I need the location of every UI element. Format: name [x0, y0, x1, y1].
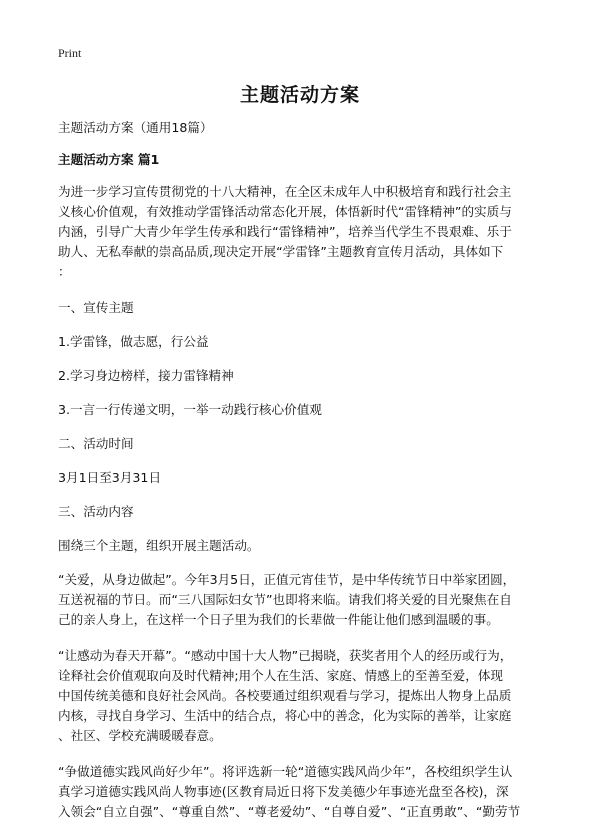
paragraph-line: 互送祝福的节日。而“三八国际妇女节”也即将来临。请我们将关爱的目光聚焦在自: [58, 592, 512, 607]
theme-item: 1.学雷锋，做志愿，行公益: [58, 334, 209, 349]
content-heading: 三、活动内容: [58, 504, 134, 519]
intro-line: 内涵，引导广大青少年学生传承和践行“雷锋精神”，培养当代学生不畏艰难、乐于: [58, 224, 512, 239]
paragraph-line: 内核，寻找自身学习、生活中的结合点，将心中的善念，化为实际的善举，让家庭: [58, 708, 512, 723]
paragraph-line: “争做道德实践风尚好少年”。将评选新一轮“道德实践风尚少年”，各校组织学生认: [58, 764, 513, 779]
theme-heading: 一、宣传主题: [58, 300, 134, 315]
content-paragraph-3: [58, 762, 548, 822]
content-paragraph-1: [58, 570, 548, 630]
theme-item: 2.学习身边榜样，接力雷锋精神: [58, 368, 234, 383]
time-value: 3月1日至3月31日: [58, 470, 162, 485]
print-label: Print: [58, 46, 82, 60]
intro-line: ：: [58, 264, 71, 279]
time-heading: 二、活动时间: [58, 436, 134, 451]
document-body: [58, 118, 548, 838]
theme-item: 3.一言一行传递文明，一举一动践行核心价值观: [58, 402, 322, 417]
section-heading: 主题活动方案 篇1: [58, 152, 160, 167]
paragraph-line: 中国传统美德和良好社会风尚。各校要通过组织观看与学习，提炼出人物身上品质: [58, 688, 512, 703]
paragraph-line: “让感动为春天开幕”。“感动中国十大人物”已揭晓，获奖者用个人的经历或行为，: [58, 648, 513, 663]
paragraph-line: 入领会“自立自强”、“尊重自然”、“尊老爱幼”、“自尊自爱”、“正直勇敢”、“勤劳节: [58, 804, 521, 819]
content-intro: 围绕三个主题，组织开展主题活动。: [58, 538, 260, 553]
intro-paragraph: [58, 182, 548, 282]
paragraph-line: 、社区、学校充满暖暖春意。: [58, 728, 222, 743]
document-title: 主题活动方案: [239, 84, 360, 106]
intro-line: 为进一步学习宣传贯彻党的十八大精神，在全区未成年人中积极培育和践行社会主: [58, 184, 512, 199]
document-subtitle: 主题活动方案（通用18篇）: [58, 120, 213, 135]
paragraph-line: “关爱，从身边做起”。今年3月5日，正值元宵佳节，是中华传统节日中举家团圆，: [58, 572, 516, 587]
intro-line: 助人、无私奉献的崇高品质,现决定开展“学雷锋”主题教育宣传月活动，具体如下: [58, 244, 504, 259]
paragraph-line: 真学习道德实践风尚人物事迹(区教育局近日将下发美德少年事迹光盘至各校)，深: [58, 784, 509, 799]
paragraph-line: 诠释社会价值观取向及时代精神;用个人在生活、家庭、情感上的至善至爱，体现: [58, 668, 504, 683]
content-paragraph-2: [58, 646, 548, 746]
paragraph-line: 己的亲人身上，在这样一个日子里为我们的长辈做一件能让他们感到温暖的事。: [58, 612, 499, 627]
intro-line: 义核心价值观，有效推动学雷锋活动常态化开展，体悟新时代“雷锋精神”的实质与: [58, 204, 512, 219]
